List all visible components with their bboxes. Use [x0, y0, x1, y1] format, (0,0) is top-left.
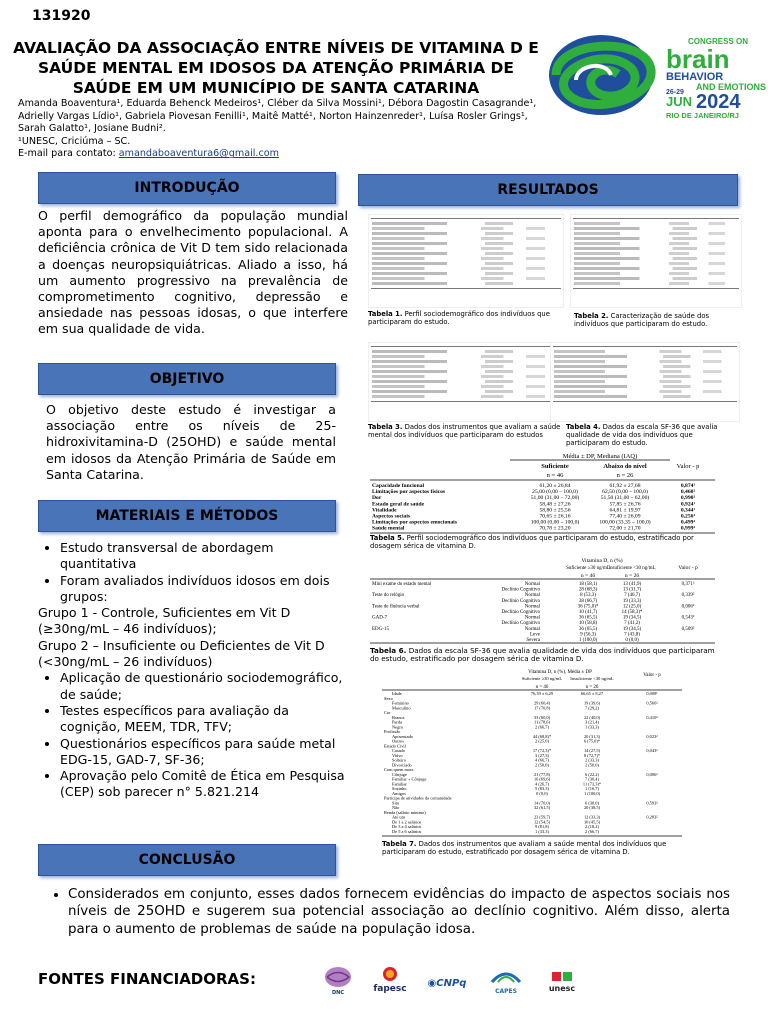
table-5-cell: 61,20 ± 26,84	[539, 483, 571, 489]
table-6-cell: 28 (68,3)	[578, 587, 598, 593]
table-6-cell: 8 (53,3)	[580, 593, 596, 599]
table-7-row-label: Até um	[392, 814, 406, 820]
table-7-cell: 8 (72,7)*	[583, 752, 601, 758]
table-5-cell: 58,80 ± 25,56	[539, 507, 571, 514]
list-item: • Questionários específicos para saúde metal EDG-15, GAD-7, SF-36;	[60, 736, 352, 769]
table-7-cell: 14 (70,0)	[533, 800, 551, 806]
table-7-cell: 9 (81,8)	[535, 824, 549, 829]
fapesc-icon	[375, 966, 405, 982]
objective-heading: OBJETIVO	[38, 363, 336, 395]
table-6-row-sublabel: Normal	[524, 604, 540, 610]
contact-email-link[interactable]: amandaboaventura6@gmail.com	[118, 148, 279, 160]
svg-text:BEHAVIOR: BEHAVIOR	[666, 71, 724, 83]
table-7-row-label: Branca	[392, 714, 405, 720]
table-7-cell: 66,65 ± 8,27	[580, 691, 604, 696]
methods-list-b	[38, 670, 352, 800]
table-5-pvalue: 0,256²	[680, 513, 696, 520]
table-6-cell: 10 (58,8)	[578, 621, 598, 627]
table-6-pvalue: 0,543²	[681, 615, 695, 621]
capes-logo: CAPES	[486, 968, 526, 995]
contact-line	[18, 148, 538, 161]
objective-text: O objetivo deste estudo é investigar a associação entre os níveis de 25-hidroxivitamina-D (25OHD) e saúde mental em idosos da Atenção Primária de Saúde em Santa Catarina.	[46, 402, 336, 482]
table-7-row-label: Aposentado	[392, 733, 413, 739]
svg-text:26-29: 26-29	[666, 89, 684, 96]
table-5-cell: 57,85 ± 26,76	[609, 501, 641, 508]
table-7-cell: 4 (66,7)	[535, 757, 549, 763]
table-7-row-label: Outros	[392, 738, 404, 744]
table-7-cell: 2 (18,2)	[585, 824, 599, 829]
table-6-group-header: Vitamina D, n (%)	[581, 558, 623, 564]
table-7-pvalue: 0,410²	[646, 714, 658, 720]
table-7-row-label: Cônjuge	[392, 771, 407, 777]
table-7-row-label: Sim	[392, 800, 400, 806]
table-5-row-label: Saúde mental	[372, 525, 405, 532]
table-7-pvalue: 0,023²	[646, 733, 658, 739]
table-7-row-label: Não	[392, 805, 400, 810]
table-5-cell: 51,00 (31,00 – 72,00)	[530, 495, 580, 502]
table-6	[370, 556, 720, 648]
table-3	[368, 342, 564, 422]
table-7-cell: 16 (69,6)	[533, 776, 551, 782]
table-5-cell: 61,92 ± 27,68	[609, 483, 641, 489]
table-7-cell: 2 (50,0)	[535, 762, 549, 768]
intro-heading: INTRODUÇÃO	[38, 172, 336, 204]
cnpq-icon: ◉	[427, 978, 437, 989]
table-5-pvalue: 0,924¹	[680, 501, 696, 508]
table-7-pvalue: 0,043²	[646, 748, 658, 753]
table-7-cell: 11 (78,6)	[534, 719, 550, 725]
table-5-row-label: Limitações por aspectos físicos	[372, 489, 446, 496]
table-7-row-label: Familiar	[392, 781, 407, 787]
methods-heading: MATERIAIS E MÉTODOS	[38, 500, 336, 532]
table-6-n: n = 26	[624, 573, 640, 579]
table-5-cell: 70,65 ± 26,16	[539, 513, 571, 520]
table-7-cell: 0 (0,0)	[536, 790, 548, 796]
table-7-cell: 76,39 ± 6,29	[530, 691, 554, 696]
table-7-cell: 3 (27,3)	[535, 752, 549, 758]
table-6-cell: 7 (41,2)	[624, 621, 640, 627]
results-heading: RESULTADOS	[358, 174, 738, 206]
table-2	[570, 214, 742, 308]
table-6-row-label: EDG-15	[372, 626, 389, 632]
table-5-pvalue: 0,499²	[680, 519, 696, 526]
table-7-row-label: Masculino	[392, 705, 411, 711]
table-7-cell: 12 (33,3)	[583, 814, 601, 820]
table-1	[368, 214, 564, 308]
table-6-cell: 7 (43,8)	[624, 632, 640, 638]
table-6-cell: 18 (58,1)	[578, 582, 598, 587]
table-7-cell: 23 (59,7)	[533, 814, 551, 820]
table-7-cell: 2 (25,0)	[535, 738, 549, 744]
table-7-cell: 17 (72,3)*	[532, 748, 552, 753]
table-7-cell: 44 (68,8)*	[532, 733, 552, 739]
table-6-svg	[370, 556, 720, 644]
table-7-cell: 29 (60,4)	[533, 700, 551, 706]
table-7-row-label: Casado	[392, 748, 405, 753]
table-7-cell: 12 (54,5)	[533, 819, 551, 825]
methods-list-a	[38, 540, 352, 605]
table-4	[550, 342, 740, 422]
table-5-cell: 25,00 (0,00 – 100,0)	[532, 489, 578, 496]
table-6-row-label: Teste de fluência verbal	[372, 604, 420, 610]
table-6-col-header: Insuficiente <30 ng/mL	[608, 566, 656, 571]
list-item: • Estudo transversal de abordagem quantitativa	[60, 540, 352, 573]
table-5-row-label: Estado geral de saúde	[372, 501, 425, 508]
table-6-pvalue: 0,006²	[681, 604, 695, 610]
table-6-cell: 0 (0,0)	[625, 638, 639, 643]
table-5-pvalue: 0,990²	[680, 495, 696, 502]
table-7-cell: 1 (100,0)	[583, 790, 601, 796]
table-7-row-label: Viúvo	[392, 752, 403, 758]
list-item: • Foram avaliados indivíduos idosos em dois grupos:	[60, 573, 352, 606]
table-5-cell: 72,00 ± 21,70	[609, 525, 641, 532]
table-4-caption: Tabela 4. Dados da escala SF-36 que avalia qualidade de vida dos indivíduos que participaram do estudo.	[566, 423, 718, 448]
list-item: • Aprovação pelo Comitê de Ética em Pesquisa (CEP) sob parecer n° 5.821.214	[60, 768, 352, 801]
poster-title: AVALIAÇÃO DA ASSOCIAÇÃO ENTRE NÍVEIS DE VITAMINA D E SAÚDE MENTAL EM IDOSOS DA ATENÇÃO PRIMÁRIA DE SAÚDE EM UM MUNICÍPIO DE SANTA CATARINA	[13, 39, 539, 97]
methods-body	[38, 540, 352, 801]
table-5-cell: 51,50 (31,00 – 62,00)	[600, 495, 650, 502]
table-5-col-header: Abaixo do nível	[603, 463, 647, 470]
poster-id: 131920	[32, 8, 91, 24]
table-6-col-header: Suficiente ≥30 ng/mL	[566, 566, 610, 571]
table-7-cell: 17 (70,8)	[533, 705, 551, 711]
table-5-svg	[370, 450, 720, 534]
table-7-group-label: Renda (salário mínimo)	[384, 809, 426, 815]
event-logo	[546, 30, 768, 120]
table-7	[382, 668, 692, 842]
svg-text:2024: 2024	[696, 91, 741, 113]
table-6-n: n = 46	[580, 573, 596, 579]
svg-text:AND EMOTIONS: AND EMOTIONS	[696, 82, 767, 92]
table-7-row-label: Negra	[392, 724, 403, 730]
table-7-svg	[382, 668, 692, 838]
table-5-cell: 64,81 ± 19,97	[609, 507, 641, 514]
table-6-row-sublabel: Normal	[524, 626, 540, 632]
table-5-pvalue: 0,460²	[680, 489, 696, 496]
table-6-cell: 12 (25,0)	[622, 604, 642, 610]
table-7-row-label: Solteiro	[392, 757, 406, 763]
fapesc-logo: fapesc	[370, 966, 410, 994]
table-7-cell: 1 (33,3)	[585, 724, 599, 730]
table-7-group-label: Profissão	[384, 729, 401, 734]
table-5-group-header: Média ± DP, Mediana (IAQ)	[562, 453, 638, 460]
table-7-n: n = 46	[535, 685, 549, 690]
affiliation: ¹UNESC, Criciúma – SC.	[18, 135, 131, 147]
table-7-group-header: Vitamina D, n (%), Média ± DP	[528, 670, 592, 675]
table-6-row-sublabel: Severa	[526, 638, 540, 643]
table-7-cell: 14 (27,5)	[583, 748, 601, 753]
table-6-row-sublabel: Normal	[524, 582, 540, 587]
conclusion-heading: CONCLUSÃO	[38, 844, 336, 876]
table-7-row-label: De 3 a 4 salários	[392, 824, 422, 829]
list-item: • Aplicação de questionário sociodemográfico, de saúde;	[60, 670, 352, 703]
table-6-row-label: GAD-7	[372, 615, 387, 621]
table-6-row-sublabel: Declínio Cognitivo	[501, 621, 540, 627]
table-5-row-label: Vitalidade	[372, 507, 397, 514]
table-7-row-label: Familiar + Cônjuge	[392, 776, 427, 782]
conclusion-list	[38, 886, 730, 938]
table-7-cell: 10 (45,5)	[583, 819, 601, 825]
table-6-row-sublabel: Declínio Cognitivo	[501, 587, 540, 593]
table-7-cell: 6 (75,0)*	[583, 738, 601, 744]
table-7-group-label: Com quem mora	[384, 767, 414, 772]
table-5-cell: 100,00 (0,00 – 100,0)	[530, 519, 580, 526]
table-6-row-sublabel: Declínio Cognitivo	[501, 610, 540, 615]
table-6-row-label: Mini exame do estado mental	[372, 582, 432, 587]
table-7-cell: 2 (33,3)	[585, 757, 599, 763]
table-6-cell: 14 (58,3)*	[621, 610, 643, 615]
spiral-brain-icon	[546, 30, 768, 120]
funding-logos	[318, 966, 588, 1002]
table-6-row-sublabel: Normal	[524, 593, 540, 599]
table-5-cell: 77,40 ± 26,09	[609, 513, 641, 520]
table-7-cell: 20 (38,5)	[583, 805, 601, 810]
table-7-pvalue: 0,006²	[646, 771, 658, 777]
table-5-cell: 70,78 ± 23,20	[539, 525, 571, 532]
list-item: • Considerados em conjunto, esses dados fornecem evidências do impacto de aspectos sociais nos níveis de 25OHD e sugerem sua potencial associação ao declínio cognitivo. Além disso, alerta para o aumento de problemas de saúde na população idosa.	[68, 886, 730, 938]
table-7-group-label: Sexo	[384, 695, 393, 701]
table-6-row-sublabel: Leve	[530, 632, 540, 638]
intro-text: O perfil demográfico da população mundial aponta para o envelhecimento populacional. A deficiência crônica de Vit D tem sido relacionada a doenças neuropsiquiátricas. Aliado a isso, há um aumento progressivo na prevalência de comprometimento cognitivo, depressão e ansiedade nas pessoas idosas, o que interfere em sua qualidade de vida.	[38, 208, 348, 337]
table-3-caption: Tabela 3. Dados dos instrumentos que avaliam a saúde mental dos indivíduos que participaram do estudos	[368, 423, 561, 440]
table-5-pvalue: 0,344¹	[680, 507, 696, 514]
contact-label: E-mail para contato:	[18, 148, 119, 160]
cnpq-logo: ◉CNPq	[427, 978, 467, 989]
table-7-cell: 6 (30,0)	[585, 800, 599, 806]
table-6-pvalue: 0,509²	[681, 626, 695, 632]
table-7-cell: 4 (26,7)	[535, 781, 549, 787]
table-5-cell: 58,48 ± 27,26	[539, 501, 571, 508]
table-5-row-label: Dor	[372, 495, 382, 502]
table-6-col-header: Valor - p	[678, 565, 698, 571]
table-6-cell: 36 (65,5)	[578, 626, 598, 632]
table-7-cell: 11 (73,3)*	[582, 781, 602, 787]
table-6-cell: 38 (66,7)	[578, 598, 598, 604]
table-6-cell: 19 (34,5)	[622, 626, 642, 632]
table-7-cell: 19 (39,6)	[583, 700, 601, 706]
table-6-cell: 19 (34,5)	[622, 615, 642, 621]
table-7-col-header: Valor - p	[643, 673, 661, 678]
table-7-group-label: Estado Civil	[384, 743, 406, 749]
conclusion-body	[38, 886, 730, 938]
table-6-cell: 13 (41,9)	[622, 582, 642, 587]
table-7-row-label: De 1 a 2 salários	[392, 819, 422, 825]
table-7-pvalue: 0,566²	[646, 700, 658, 706]
table-7-col-header: Insuficiente <30 ng/mL	[570, 676, 614, 681]
table-7-cell: 2 (66,7)	[585, 828, 599, 834]
table-7-row-label: Parda	[392, 719, 402, 725]
table-6-row-sublabel: Declínio Cognitivo	[501, 598, 540, 604]
author-list: Amanda Boaventura¹, Eduarda Behenck Medeiros¹, Cléber da Silva Mossini¹, Débora Dagostin Casagrande¹, Adrielly Vargas Lídio¹, Gabriela Piovesan Fenilli¹, Maitê Matté¹, Norton Hainzenreder¹, Luísa Rosler Grings¹, Sarah Galatto¹, Josiane Budni².	[18, 98, 537, 135]
table-6-caption: Tabela 6. Dados da escala SF-36 que avalia qualidade de vida dos indivíduos que participaram do estudo, estratificado por dosagem sérica de vitamina D.	[370, 646, 715, 664]
table-7-cell: 3 (21,4)	[585, 719, 599, 725]
table-5-pvalue: 0,999²	[680, 525, 696, 532]
table-7-pvalue: 0,593²	[646, 800, 658, 806]
table-5-row-label: Aspectos sociais	[372, 513, 411, 520]
table-6-pvalue: 0,371²	[681, 582, 695, 587]
table-7-cell: 2 (66,7)	[535, 724, 549, 730]
table-6-cell: 9 (56,3)	[580, 632, 596, 638]
svg-text:JUN: JUN	[666, 94, 693, 109]
unesc-logo: unesc	[544, 970, 580, 993]
table-6-cell: 13 (31,7)	[622, 587, 642, 593]
table-7-caption: Tabela 7. Dados dos instrumentos que avaliam a saúde mental dos indivíduos que participaram do estudo, estratificado por dosagem sérica de vitamina D.	[382, 840, 667, 857]
table-7-row-label: Amigos	[392, 790, 406, 796]
table-7-cell: 5 (83,3)	[535, 786, 549, 791]
table-6-cell: 10 (41,7)	[578, 610, 598, 615]
table-7-cell: 21 (77,8)	[533, 771, 551, 777]
svg-text:CONGRESS ON: CONGRESS ON	[688, 37, 749, 46]
table-6-cell: 7 (46,7)	[624, 593, 640, 599]
table-7-group-label: Participa de atividades da comunidade	[384, 795, 452, 801]
group1-text: Grupo 1 - Controle, Suficientes em Vit D (≥30ng/mL – 46 indivíduos);	[38, 605, 291, 637]
table-6-cell: 1 (100,0)	[578, 638, 598, 643]
table-1-caption: Tabela 1. Perfil sociodemográfico dos indivíduos que participaram do estudo.	[368, 310, 550, 327]
table-7-pvalue: 0,283²	[646, 814, 658, 820]
table-7-cell: 7 (29,2)	[585, 705, 599, 711]
table-7-col-header: Suficiente ≥30 ng/mL	[521, 676, 563, 681]
authors-block	[18, 98, 538, 161]
table-7-n: n = 26	[585, 685, 599, 690]
table-2-caption: Tabela 2. Caracterização de saúde dos indivíduos que participaram do estudo.	[574, 312, 710, 329]
table-7-row-label: Divorciado	[392, 762, 412, 768]
table-6-row-sublabel: Normal	[524, 615, 540, 621]
table-7-cell: 6 (22,2)	[585, 771, 599, 777]
table-7-cell: 7 (30,4)	[585, 776, 599, 782]
table-5-cell: 100,00 (33,35 – 100,0)	[599, 519, 651, 526]
table-7-cell: 1 (16,7)	[585, 786, 599, 791]
capes-icon	[488, 968, 524, 986]
table-7-group-label: Cor	[384, 710, 391, 715]
table-5-n: n = 46	[546, 472, 564, 479]
table-5-col-header: Suficiente	[541, 463, 569, 470]
table-6-cell: 36 (65,5)	[578, 615, 598, 621]
svg-text:RIO DE JANEIRO/RJ: RIO DE JANEIRO/RJ	[666, 111, 739, 120]
table-7-cell: 1 (33,3)	[535, 828, 549, 834]
table-5-n: n = 26	[616, 472, 634, 479]
table-6-cell: 36 (75,0)*	[577, 604, 599, 610]
svg-text:brain: brain	[666, 44, 730, 74]
table-5	[370, 450, 720, 538]
group2-text: Grupo 2 – Insuficiente ou Deficientes de Vit D (<30ng/mL – 26 indivíduos)	[38, 637, 325, 670]
table-6-row-label: Teste do relógio	[372, 593, 405, 599]
list-item: • Testes específicos para avaliação da cognição, MEEM, TDR, TFV;	[60, 703, 352, 736]
table-5-row-label: Capacidade funcional	[372, 483, 425, 489]
table-7-pvalue: 0,008¹	[646, 691, 658, 696]
table-7-row-label: Idade	[392, 691, 402, 696]
table-7-cell: 20 (31,3)	[583, 733, 601, 739]
table-7-row-label: Sozinho	[392, 786, 407, 791]
table-5-cell: 62,50 (0,00 – 100,0)	[602, 489, 648, 496]
unesc-icon	[550, 970, 574, 982]
table-5-row-label: Limitações por aspectos emocionais	[372, 519, 457, 526]
table-7-cell: 2 (50,0)	[585, 762, 599, 768]
table-7-cell: 33 (60,0)	[533, 714, 551, 720]
table-5-col-header: Valor - p	[676, 463, 700, 470]
table-7-row-label: De 5 a 6 salários	[392, 828, 422, 834]
brain-icon	[323, 966, 353, 988]
dnc-logo: DNC	[320, 966, 356, 996]
table-7-row-label: Feminino	[392, 700, 409, 706]
table-5-pvalue: 0,874¹	[680, 483, 696, 489]
table-7-cell: 22 (40,0)	[583, 714, 601, 720]
table-6-pvalue: 0,339²	[681, 593, 695, 599]
table-7-cell: 32 (61,5)	[533, 805, 551, 810]
table-5-caption: Tabela 5. Perfil sociodemográfico dos indivíduos que participaram do estudo, estratificado por dosagem sérica de vitamina D.	[370, 534, 694, 551]
table-6-cell: 19 (33,3)	[622, 598, 642, 604]
funding-label: FONTES FINANCIADORAS:	[38, 970, 256, 988]
